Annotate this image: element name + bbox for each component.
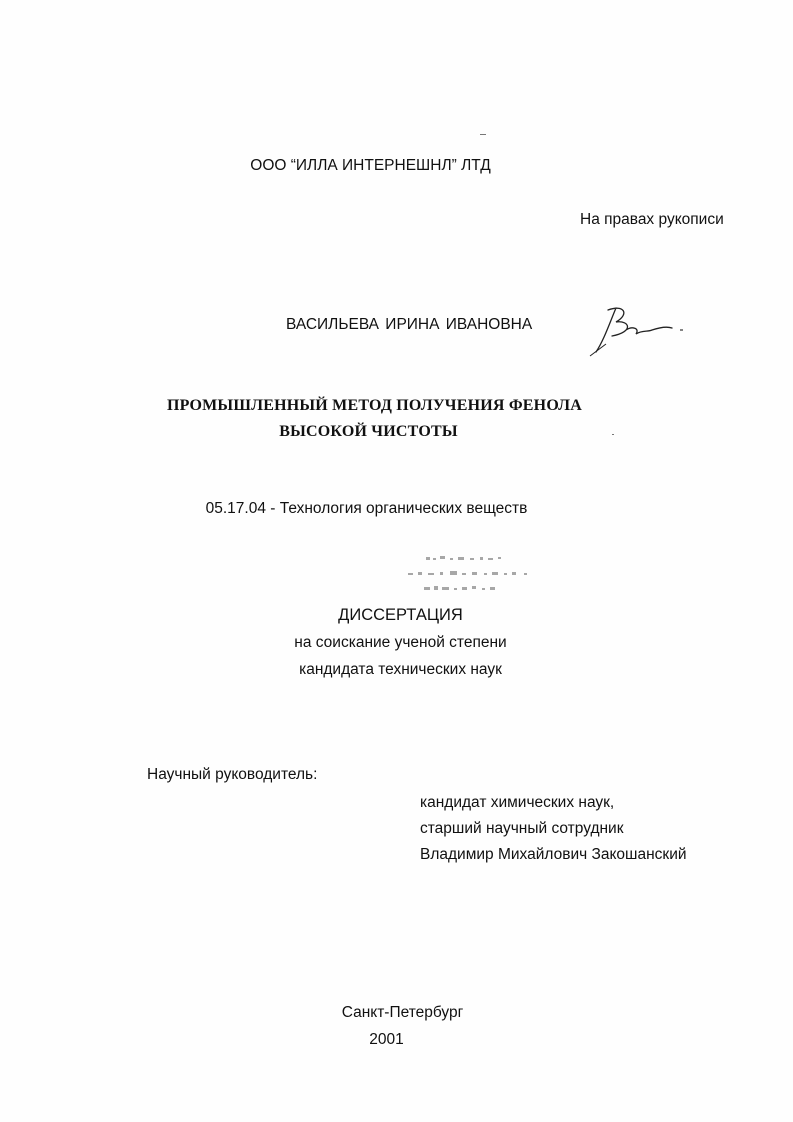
author-name: ВАСИЛЬЕВА ИРИНА ИВАНОВНА [286, 316, 533, 333]
city: Санкт-Петербург [341, 1004, 464, 1021]
supervisor-name: Владимир Михайлович Закошанский [420, 846, 687, 863]
document-type: ДИССЕРТАЦИЯ [338, 606, 463, 624]
specialty-code: 05.17.04 - Технология органических веществ [205, 500, 528, 517]
supervisor-label: Научный руководитель: [147, 766, 318, 783]
scan-speck [480, 134, 486, 135]
dissertation-title-line-1: ПРОМЫШЛЕННЫЙ МЕТОД ПОЛУЧЕНИЯ ФЕНОЛА [166, 397, 583, 414]
rights-note: На правах рукописи [580, 211, 724, 228]
author-signature [586, 300, 696, 358]
year: 2001 [369, 1031, 404, 1048]
degree-line-1: на соискание ученой степени [294, 634, 507, 651]
faded-library-stamp [400, 553, 540, 603]
supervisor-degree: кандидат химических наук, [420, 794, 615, 811]
organization-name: ООО “ИЛЛА ИНТЕРНЕШНЛ” ЛТД [250, 157, 491, 174]
supervisor-position: старший научный сотрудник [420, 820, 624, 837]
dissertation-title-line-2: ВЫСОКОЙ ЧИСТОТЫ [279, 423, 458, 440]
scan-speck [612, 434, 614, 435]
degree-line-2: кандидата технических наук [299, 661, 502, 678]
